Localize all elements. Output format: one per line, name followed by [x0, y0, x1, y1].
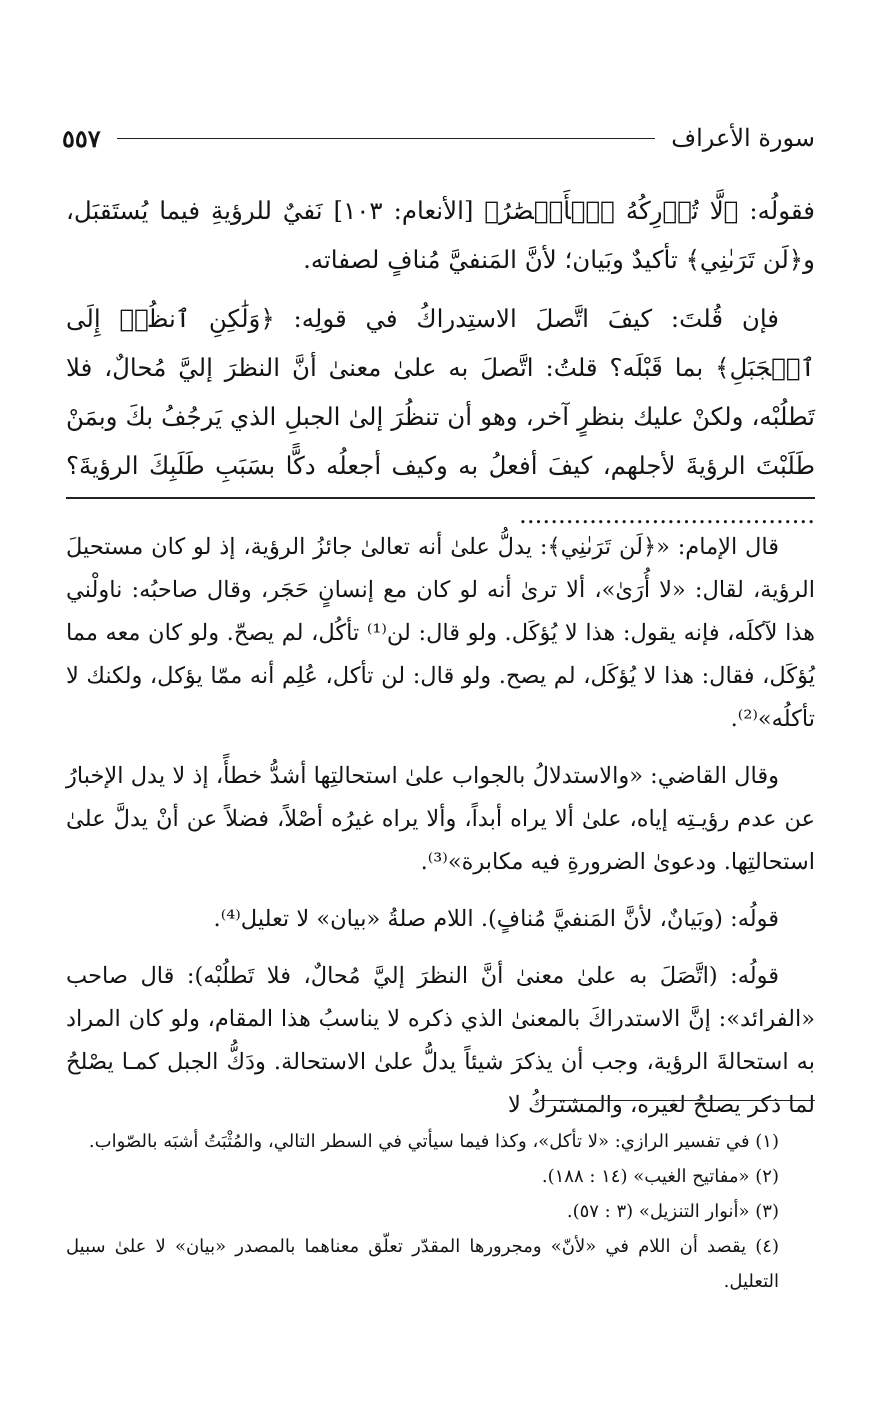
main-paragraph: فإن قُلتَ: كيفَ اتَّصلَ الاستِدراكُ في قولِه: ﴿وَلَٰكِنِ ٱنظُرۡ إِلَى ٱلۡجَبَلِ﴾ بما قَبْلَه؟ قلتُ: اتَّصلَ به علىٰ معنىٰ أنَّ النظرَ إليَّ مُحالٌ، فلا تَطلُبْه، ولكنْ عليك بنظرٍ آخر، وهو أن تنظُرَ إلىٰ الجبلِ الذي يَرجُفُ بكَ وبمَنْ طَلَبْتَ الرؤيةَ لأجلهم، كيفَ أفعلُ به وكيف أجعلُه دكًّا بسَبَبِ طَلَبِكَ الرؤيةَ؟ ......................................	[66, 304, 815, 529]
footnote: (٢) «مفاتيح الغيب» (١٤ : ١٨٨).	[541, 1166, 779, 1187]
main-text	[66, 186, 815, 549]
header-rule	[117, 138, 656, 139]
main-paragraph: فقولُه: ﴿لَّا تُدۡرِكُهُ ٱلۡأَبۡصَٰرُ﴾ [الأنعام: ١٠٣] نَفيٌ للرؤيةِ فيما يُستَقبَل، و﴿لَن تَرَىٰنِي﴾ تأكيدٌ وبَيان؛ لأنَّ المَنفيَّ مُنافٍ لصفاته.	[66, 196, 815, 274]
footnote: (٤) يقصد أن اللام في «لأنّ» ومجرورها المقدّر تعلّق معناهما بالمصدر «بيان» لا علىٰ سبيل التعليل.	[66, 1236, 779, 1292]
commentary-paragraph: قولُه: (وبَيانٌ، لأنَّ المَنفيَّ مُنافٍ). اللام صلةُ «بيان» لا تعليل⁽⁴⁾.	[213, 906, 779, 932]
commentary-paragraph: وقال القاضي: «والاستدلالُ بالجواب علىٰ استحالتِها أشدُّ خطأً، إذ لا يدل الإخبارُ عن عدم رؤيـتِه إياه، علىٰ ألا يراه أبداً، وألا يراه غيرُه أصْلاً، فضلاً عن أنْ يدلَّ علىٰ استحالتِها. ودعوىٰ الضرورةِ فيه مكابرة»⁽³⁾.	[66, 763, 815, 875]
footnote: (٣) «أنوار التنزيل» (٣ : ٥٧).	[566, 1201, 779, 1222]
text-commentary-divider	[66, 497, 815, 499]
page-number: ٥٥٧	[62, 123, 101, 153]
commentary-paragraph: قولُه: (اتَّصَلَ به علىٰ معنىٰ أنَّ النظرَ إليَّ مُحالٌ، فلا تَطلُبْه): قال صاحب «الفرائد»: إنَّ الاستدراكَ بالمعنىٰ الذي ذكره لا يناسبُ هذا المقام، ولو كان المراد به استحالةَ الرؤية، وجب أن يذكرَ شيئاً يدلُّ علىٰ الاستحالة. ودَكُّ الجبل كمـا يصْلحُ لما ذكر يصلحُ لغيره، والمشتركُ لا	[66, 963, 815, 1118]
footnote: (١) في تفسير الرازي: «لا تأكل»، وكذا فيما سيأتي في السطر التالي، والمُثْبَتُ أشبَه بالصّواب.	[88, 1131, 779, 1152]
footnotes	[66, 1124, 815, 1299]
commentary-paragraph: قال الإمام: «﴿لَن تَرَىٰنِي﴾: يدلُّ علىٰ أنه تعالىٰ جائزُ الرؤية، إذ لو كان مستحيلَ الرؤية، لقال: «لا أُرَىٰ»، ألا ترىٰ أنه لو كان مع إنسانٍ حَجَر، وقال صاحبُه: ناولْني هذا لآكلَه، فإنه يقول: هذا لا يُؤكَل. ولو قال: لن⁽¹⁾ تأكُل، لم يصحّ. ولو كان معه مما يُؤكَل، فقال: هذا لا يُؤكَل، لم يصح. ولو قال: لن تأكل، عُلِم أنه ممّا يؤكل، ولكنك لا تأكلُه»⁽²⁾.	[66, 534, 816, 732]
commentary	[66, 526, 815, 1141]
surah-title: سورة الأعراف	[671, 124, 815, 152]
footnote-rule	[540, 1100, 815, 1101]
running-header	[62, 118, 815, 158]
